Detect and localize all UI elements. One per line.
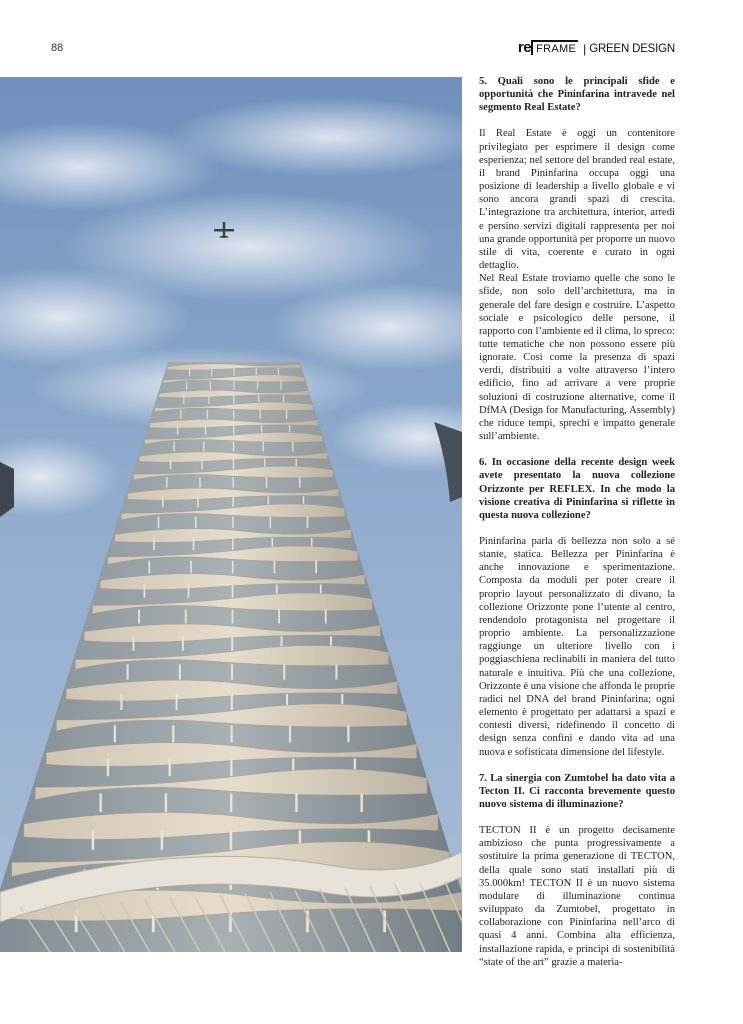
page-number: 88 bbox=[51, 42, 64, 54]
brand-logo-frame: FRAME bbox=[531, 40, 578, 55]
brand-separator: | bbox=[583, 42, 587, 56]
tower-photo bbox=[0, 77, 462, 952]
magazine-brand bbox=[518, 37, 675, 55]
question-5: 5. Quali sono le principali sfide e opportunità che Pininfarina intravede nel segmento Real Estate? bbox=[479, 76, 675, 114]
brand-logo-re: re bbox=[517, 39, 532, 56]
question-7: 7. La sinergia con Zumtobel ha dato vita a Tecton II. Ci racconta brevemente questo nuovo sistema di illuminazione? bbox=[479, 772, 675, 810]
answer-7: TECTON II è un progetto decisamente ambizioso che punta progressivamente a sostituire la prima generazione di TECTON, della quale sono stati installati più di 35.000km! TECTON II è un nuovo sistema modulare di illuminazione continua sviluppato da Zumtobel, progettato in collaborazione con Pininfarina nell’arco di quasi 4 anni. Combina alta efficienza, installazione rapida, e principi di sostenibilità “state of the art” grazie a materia- bbox=[479, 825, 675, 968]
tower-illustration bbox=[0, 77, 462, 952]
question-6: 6. In occasione della recente design week avete presentato la nuova collezione Orizzonte per REFLEX. In che modo la visione creativa di Pininfarina si riflette in questa nuova collezione? bbox=[479, 457, 675, 521]
answer-6: Pininfarina parla di bellezza non solo a sé stante, statica. Bellezza per Pininfarina è anche innovazione e sperimentazione. Composta da moduli per poter creare il proprio layout personalizzato di divano, la collezione Orizzonte pone l’utente al centro, rendendolo protagonista nel progettare il proprio ambiente. La personalizzazione raggiunge un ulteriore livello con i poggiaschiena reclinabili in maniera del tutto naturale e intuitiva. Più che una collezione, Orizzonte è una visione che affonda le proprie radici nel DNA del brand Pininfarina; ogni elemento è progettato per adattarsi a spazi e contesti diversi, ridefinendo il concetto di design senza confini e dando vita ad una nuova e sofisticata dimensione del lifestyle. bbox=[479, 536, 675, 758]
answer-5-paragraph-1: Il Real Estate è oggi un contenitore privilegiato per esprimere il design come esperienza; nel settore del branded real estate, il brand Pininfarina occupa oggi una posizione di leadership a livello globale e vi sono ancora grandi spazi di crescita. L’integrazione tra architettura, interior, arredi e persino servizi digitali rappresenta per noi una grande opportunità per proporre un nuovo stile di vita, coerente e curato in ogni dettaglio. bbox=[479, 128, 675, 272]
answer-5-paragraph-2: Nel Real Estate troviamo quelle che sono le sfide, non solo dell’architettura, ma in generale del fare design e costruire. L’aspetto sociale e psicologico delle persone, il rapporto con l’ambiente ed il clima, lo spreco: tutte tematiche che non possono essere più ignorate. Così come la presenza di spazi verdi, distribuiti a volte attraverso l’intero edificio, fino ad arrivare a vere proprie soluzioni di costruzione alternative, come il DfMA (Design for Manufacturing, Assembly) che riduce tempi, sprechi e impatto generale sull’ambiente. bbox=[479, 273, 675, 443]
section-name: GREEN DESIGN bbox=[589, 43, 675, 55]
article-column bbox=[479, 75, 675, 969]
